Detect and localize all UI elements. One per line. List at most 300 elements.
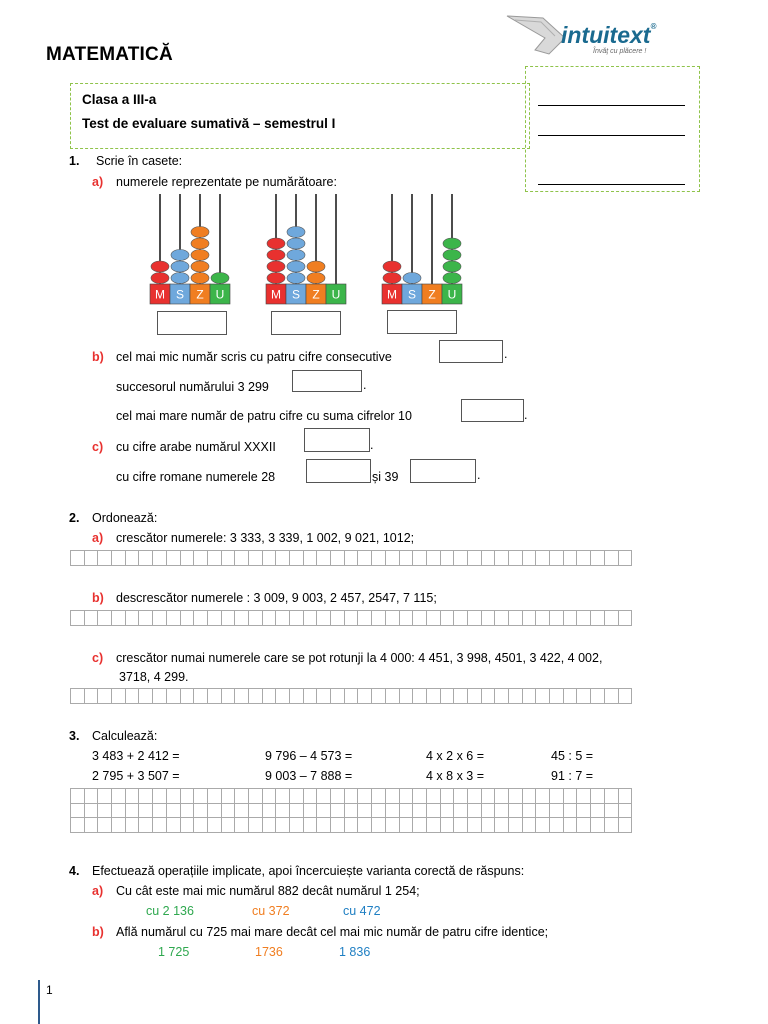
grid-cell[interactable]: [344, 789, 358, 804]
grid-cell[interactable]: [207, 689, 221, 704]
grid-cell[interactable]: [317, 789, 331, 804]
grid-cell[interactable]: [577, 689, 591, 704]
grid-cell[interactable]: [153, 689, 167, 704]
grid-cell[interactable]: [84, 789, 98, 804]
grid-cell[interactable]: [290, 551, 304, 566]
q1b-box3[interactable]: [461, 399, 524, 422]
q1b-line1: cel mai mic număr scris cu patru cifre consecutive: [116, 350, 392, 364]
grid-cell[interactable]: [550, 689, 564, 704]
abacus-place-label: U: [331, 287, 341, 302]
grid-cell[interactable]: [166, 611, 180, 626]
grid-cell[interactable]: [481, 818, 495, 833]
grid-cell[interactable]: [467, 818, 481, 833]
grid-cell[interactable]: [98, 818, 112, 833]
grid-cell[interactable]: [509, 689, 523, 704]
grid-cell[interactable]: [262, 611, 276, 626]
grid-cell[interactable]: [207, 803, 221, 818]
grid-cell[interactable]: [495, 803, 509, 818]
grid-cell[interactable]: [180, 611, 194, 626]
grid-cell[interactable]: [618, 689, 632, 704]
q4b-option-3[interactable]: 1 836: [339, 945, 371, 959]
grid-cell[interactable]: [194, 803, 208, 818]
grid-cell[interactable]: [112, 551, 126, 566]
abacus-bead: [287, 261, 305, 272]
grid-cell[interactable]: [344, 551, 358, 566]
logo-tagline: Învăţ cu plăcere !: [593, 48, 647, 55]
grid-cell[interactable]: [344, 818, 358, 833]
grid-cell[interactable]: [317, 551, 331, 566]
q1c-line2b: și 39: [372, 470, 399, 484]
q4b-option-2[interactable]: 1736: [255, 945, 283, 959]
grid-cell[interactable]: [426, 789, 440, 804]
grid-cell[interactable]: [618, 551, 632, 566]
grid-cell[interactable]: [331, 689, 345, 704]
abacus-bead: [403, 273, 421, 284]
grid-cell[interactable]: [536, 789, 550, 804]
grid-cell[interactable]: [426, 611, 440, 626]
grid-cell[interactable]: [166, 803, 180, 818]
grid-cell[interactable]: [577, 803, 591, 818]
grid-cell[interactable]: [235, 551, 249, 566]
grid-cell[interactable]: [221, 789, 235, 804]
date-line[interactable]: [538, 184, 685, 185]
grid-cell[interactable]: [495, 611, 509, 626]
grid-cell[interactable]: [221, 803, 235, 818]
grid-cell[interactable]: [180, 689, 194, 704]
grid-cell[interactable]: [563, 818, 577, 833]
grid-cell[interactable]: [262, 803, 276, 818]
grid-cell[interactable]: [413, 818, 427, 833]
grid-cell[interactable]: [207, 551, 221, 566]
grid-cell[interactable]: [98, 789, 112, 804]
grid-cell[interactable]: [372, 818, 386, 833]
grid-cell[interactable]: [125, 551, 139, 566]
grid-cell[interactable]: [481, 789, 495, 804]
grid-cell[interactable]: [180, 803, 194, 818]
grid-cell[interactable]: [509, 789, 523, 804]
grid-cell[interactable]: [385, 789, 399, 804]
test-label: Test de evaluare sumativă – semestrul I: [82, 116, 336, 131]
grid-cell[interactable]: [235, 789, 249, 804]
grid-cell[interactable]: [467, 789, 481, 804]
grid-cell[interactable]: [71, 803, 85, 818]
grid-cell[interactable]: [413, 551, 427, 566]
grid-cell[interactable]: [495, 689, 509, 704]
grid-cell[interactable]: [221, 818, 235, 833]
grid-cell[interactable]: [550, 818, 564, 833]
grid-cell[interactable]: [235, 611, 249, 626]
grid-cell[interactable]: [71, 611, 85, 626]
grid-cell[interactable]: [440, 803, 454, 818]
grid-cell[interactable]: [509, 611, 523, 626]
q1c-box3[interactable]: [410, 459, 476, 483]
grid-cell[interactable]: [358, 611, 372, 626]
grid-cell[interactable]: [618, 818, 632, 833]
grid-cell[interactable]: [317, 689, 331, 704]
grid-cell[interactable]: [413, 789, 427, 804]
grid-cell[interactable]: [125, 689, 139, 704]
q4-text: Efectuează operațiile implicate, apoi încercuiește varianta corectă de răspuns:: [92, 864, 525, 878]
grid-cell[interactable]: [139, 803, 153, 818]
grid-cell[interactable]: [84, 551, 98, 566]
grid-cell[interactable]: [413, 803, 427, 818]
grid-cell[interactable]: [454, 818, 468, 833]
grid-cell[interactable]: [221, 689, 235, 704]
grid-cell[interactable]: [276, 551, 290, 566]
grid-cell[interactable]: [98, 551, 112, 566]
grid-cell[interactable]: [125, 818, 139, 833]
grid-cell[interactable]: [495, 789, 509, 804]
grid-cell[interactable]: [385, 551, 399, 566]
grid-cell[interactable]: [440, 818, 454, 833]
grid-cell[interactable]: [618, 789, 632, 804]
logo: intuitext® Învăţ cu plăcere !: [505, 8, 680, 58]
grid-cell[interactable]: [467, 551, 481, 566]
q4a-text: Cu cât este mai mic numărul 882 decât numărul 1 254;: [116, 884, 420, 898]
abacus-answer-box-2[interactable]: [271, 311, 341, 335]
grid-cell[interactable]: [207, 818, 221, 833]
grid-cell[interactable]: [331, 818, 345, 833]
grid-cell[interactable]: [139, 611, 153, 626]
grid-cell[interactable]: [276, 611, 290, 626]
grid-cell[interactable]: [221, 551, 235, 566]
grid-cell[interactable]: [454, 611, 468, 626]
grid-cell[interactable]: [399, 789, 413, 804]
grid-cell[interactable]: [481, 611, 495, 626]
grid-cell[interactable]: [399, 551, 413, 566]
grid-cell[interactable]: [495, 818, 509, 833]
grid-cell[interactable]: [591, 689, 605, 704]
grid-cell[interactable]: [563, 789, 577, 804]
grid-cell[interactable]: [262, 689, 276, 704]
grid-cell[interactable]: [563, 803, 577, 818]
grid-cell[interactable]: [467, 803, 481, 818]
grid-cell[interactable]: [290, 689, 304, 704]
grid-cell[interactable]: [166, 551, 180, 566]
grid-cell[interactable]: [207, 789, 221, 804]
grid-cell[interactable]: [84, 818, 98, 833]
q4a-option-2[interactable]: cu 372: [252, 904, 290, 918]
grid-cell[interactable]: [139, 789, 153, 804]
grid-cell[interactable]: [536, 611, 550, 626]
grid-cell[interactable]: [248, 803, 262, 818]
grid-cell[interactable]: [426, 818, 440, 833]
name-line[interactable]: [538, 105, 685, 106]
grid-cell[interactable]: [481, 551, 495, 566]
grid-cell[interactable]: [303, 611, 317, 626]
grid-cell[interactable]: [358, 818, 372, 833]
grid-cell[interactable]: [235, 689, 249, 704]
abacus-bead: [191, 238, 209, 249]
grid-cell[interactable]: [194, 611, 208, 626]
q1c-box1[interactable]: [304, 428, 370, 452]
grid-cell[interactable]: [536, 551, 550, 566]
grid-cell[interactable]: [604, 689, 618, 704]
grid-cell[interactable]: [344, 803, 358, 818]
grid-cell[interactable]: [139, 818, 153, 833]
grid-cell[interactable]: [536, 689, 550, 704]
class-line[interactable]: [538, 135, 685, 136]
grid-cell[interactable]: [591, 818, 605, 833]
grid-cell[interactable]: [125, 611, 139, 626]
abacus-place-label: Z: [312, 287, 320, 302]
grid-cell[interactable]: [194, 689, 208, 704]
grid-cell[interactable]: [550, 789, 564, 804]
grid-cell[interactable]: [440, 789, 454, 804]
abacus-bead: [443, 273, 461, 284]
grid-cell[interactable]: [426, 551, 440, 566]
grid-cell[interactable]: [98, 803, 112, 818]
grid-cell[interactable]: [221, 611, 235, 626]
grid-cell[interactable]: [290, 611, 304, 626]
grid-cell[interactable]: [112, 803, 126, 818]
grid-cell[interactable]: [276, 803, 290, 818]
grid-cell[interactable]: [194, 789, 208, 804]
q2a-answer-grid[interactable]: [70, 550, 632, 566]
grid-cell[interactable]: [331, 789, 345, 804]
grid-cell[interactable]: [591, 803, 605, 818]
q3-answer-grid[interactable]: [70, 788, 632, 833]
abacus-place-label: S: [175, 287, 185, 302]
q4b-option-1[interactable]: 1 725: [158, 945, 190, 959]
grid-cell[interactable]: [577, 551, 591, 566]
grid-cell[interactable]: [481, 689, 495, 704]
grid-cell[interactable]: [509, 818, 523, 833]
grid-cell[interactable]: [262, 818, 276, 833]
grid-cell[interactable]: [180, 789, 194, 804]
grid-cell[interactable]: [454, 803, 468, 818]
grid-cell[interactable]: [509, 803, 523, 818]
grid-cell[interactable]: [618, 611, 632, 626]
grid-cell[interactable]: [303, 818, 317, 833]
grid-cell[interactable]: [153, 611, 167, 626]
grid-cell[interactable]: [372, 551, 386, 566]
grid-cell[interactable]: [604, 551, 618, 566]
grid-cell[interactable]: [372, 611, 386, 626]
grid-cell[interactable]: [71, 551, 85, 566]
grid-cell[interactable]: [604, 789, 618, 804]
grid-cell[interactable]: [385, 818, 399, 833]
grid-cell[interactable]: [166, 689, 180, 704]
grid-cell[interactable]: [577, 818, 591, 833]
abacus-place-label: M: [155, 287, 165, 302]
q3-exercise-8: 91 : 7 =: [551, 769, 594, 783]
q4a-option-1[interactable]: cu 2 136: [146, 904, 194, 918]
abacus-bead: [383, 273, 401, 284]
class-label: Clasa a III-a: [82, 92, 157, 107]
grid-cell[interactable]: [303, 803, 317, 818]
grid-cell[interactable]: [153, 789, 167, 804]
grid-cell[interactable]: [385, 611, 399, 626]
grid-cell[interactable]: [358, 551, 372, 566]
grid-cell[interactable]: [550, 551, 564, 566]
grid-cell[interactable]: [112, 611, 126, 626]
q1b-box2[interactable]: [292, 370, 362, 392]
grid-cell[interactable]: [563, 689, 577, 704]
grid-cell[interactable]: [522, 689, 536, 704]
grid-cell[interactable]: [139, 689, 153, 704]
grid-cell[interactable]: [522, 803, 536, 818]
grid-cell[interactable]: [399, 818, 413, 833]
q1c-line2a: cu cifre romane numerele 28: [116, 470, 276, 484]
grid-cell[interactable]: [454, 689, 468, 704]
grid-cell[interactable]: [618, 803, 632, 818]
grid-cell[interactable]: [112, 789, 126, 804]
grid-cell[interactable]: [290, 789, 304, 804]
grid-cell[interactable]: [522, 611, 536, 626]
grid-cell[interactable]: [276, 689, 290, 704]
grid-cell[interactable]: [344, 611, 358, 626]
grid-cell[interactable]: [112, 818, 126, 833]
grid-cell[interactable]: [358, 689, 372, 704]
grid-cell[interactable]: [454, 551, 468, 566]
grid-cell[interactable]: [372, 803, 386, 818]
abacus-answer-box-1[interactable]: [157, 311, 227, 335]
grid-cell[interactable]: [98, 611, 112, 626]
grid-cell[interactable]: [84, 803, 98, 818]
grid-cell[interactable]: [276, 818, 290, 833]
grid-cell[interactable]: [522, 789, 536, 804]
grid-cell[interactable]: [591, 789, 605, 804]
grid-cell[interactable]: [536, 803, 550, 818]
grid-cell[interactable]: [550, 803, 564, 818]
grid-cell[interactable]: [426, 803, 440, 818]
grid-cell[interactable]: [440, 689, 454, 704]
grid-cell[interactable]: [413, 689, 427, 704]
abacus-bead: [171, 261, 189, 272]
grid-cell[interactable]: [166, 789, 180, 804]
grid-cell[interactable]: [290, 803, 304, 818]
grid-cell[interactable]: [331, 803, 345, 818]
grid-cell[interactable]: [426, 689, 440, 704]
abacus-place-label: S: [291, 287, 301, 302]
grid-cell[interactable]: [303, 789, 317, 804]
grid-cell[interactable]: [550, 611, 564, 626]
abacus-bead: [307, 273, 325, 284]
grid-cell[interactable]: [98, 689, 112, 704]
grid-cell[interactable]: [563, 611, 577, 626]
abacus-bead: [191, 227, 209, 238]
grid-cell[interactable]: [125, 803, 139, 818]
abacus-bead: [383, 261, 401, 272]
grid-cell[interactable]: [71, 818, 85, 833]
logo-text: intuitext: [561, 22, 651, 48]
grid-cell[interactable]: [536, 818, 550, 833]
grid-cell[interactable]: [399, 611, 413, 626]
grid-cell[interactable]: [331, 551, 345, 566]
grid-cell[interactable]: [71, 789, 85, 804]
grid-cell[interactable]: [153, 818, 167, 833]
grid-cell[interactable]: [125, 789, 139, 804]
grid-cell[interactable]: [207, 611, 221, 626]
grid-cell[interactable]: [71, 689, 85, 704]
q1c-box2[interactable]: [306, 459, 371, 483]
grid-cell[interactable]: [399, 689, 413, 704]
grid-cell[interactable]: [591, 611, 605, 626]
grid-cell[interactable]: [235, 803, 249, 818]
grid-cell[interactable]: [194, 818, 208, 833]
abacus-bead: [171, 250, 189, 261]
abacus-bead: [267, 250, 285, 261]
grid-cell[interactable]: [385, 689, 399, 704]
grid-cell[interactable]: [467, 689, 481, 704]
grid-cell[interactable]: [194, 551, 208, 566]
grid-cell[interactable]: [591, 551, 605, 566]
grid-cell[interactable]: [577, 611, 591, 626]
grid-cell[interactable]: [604, 611, 618, 626]
grid-cell[interactable]: [454, 789, 468, 804]
grid-cell[interactable]: [331, 611, 345, 626]
q1b-box1[interactable]: [439, 340, 503, 363]
grid-cell[interactable]: [248, 551, 262, 566]
q2c-text-2: 3718, 4 299.: [119, 670, 189, 684]
grid-cell[interactable]: [139, 551, 153, 566]
grid-cell[interactable]: [317, 818, 331, 833]
grid-cell[interactable]: [248, 789, 262, 804]
grid-cell[interactable]: [344, 689, 358, 704]
q4a-letter: a): [92, 884, 104, 898]
grid-cell[interactable]: [303, 689, 317, 704]
abacus-answer-box-3[interactable]: [387, 310, 457, 334]
grid-cell[interactable]: [563, 551, 577, 566]
grid-cell[interactable]: [262, 551, 276, 566]
q3-exercise-7: 4 x 8 x 3 =: [426, 769, 485, 783]
q2b-answer-grid[interactable]: [70, 610, 632, 626]
grid-cell[interactable]: [522, 818, 536, 833]
grid-cell[interactable]: [413, 611, 427, 626]
grid-cell[interactable]: [290, 818, 304, 833]
grid-cell[interactable]: [509, 551, 523, 566]
grid-cell[interactable]: [303, 551, 317, 566]
grid-cell[interactable]: [358, 803, 372, 818]
abacus-place-label: Z: [196, 287, 204, 302]
grid-cell[interactable]: [399, 803, 413, 818]
grid-cell[interactable]: [276, 789, 290, 804]
q2c-answer-grid[interactable]: [70, 688, 632, 704]
grid-cell[interactable]: [317, 803, 331, 818]
grid-cell[interactable]: [372, 789, 386, 804]
grid-cell[interactable]: [153, 803, 167, 818]
grid-cell[interactable]: [577, 789, 591, 804]
grid-cell[interactable]: [112, 689, 126, 704]
grid-cell[interactable]: [440, 551, 454, 566]
grid-cell[interactable]: [317, 611, 331, 626]
grid-cell[interactable]: [372, 689, 386, 704]
grid-cell[interactable]: [385, 803, 399, 818]
grid-cell[interactable]: [495, 551, 509, 566]
grid-cell[interactable]: [262, 789, 276, 804]
grid-cell[interactable]: [481, 803, 495, 818]
grid-cell[interactable]: [604, 803, 618, 818]
grid-cell[interactable]: [153, 551, 167, 566]
grid-cell[interactable]: [235, 818, 249, 833]
grid-cell[interactable]: [440, 611, 454, 626]
grid-cell[interactable]: [166, 818, 180, 833]
grid-cell[interactable]: [604, 818, 618, 833]
grid-cell[interactable]: [180, 818, 194, 833]
q3-number: 3.: [69, 729, 80, 743]
grid-cell[interactable]: [180, 551, 194, 566]
grid-cell[interactable]: [84, 689, 98, 704]
grid-cell[interactable]: [248, 611, 262, 626]
grid-cell[interactable]: [467, 611, 481, 626]
grid-cell[interactable]: [248, 818, 262, 833]
grid-cell[interactable]: [522, 551, 536, 566]
q4a-option-3[interactable]: cu 472: [343, 904, 381, 918]
grid-cell[interactable]: [248, 689, 262, 704]
grid-cell[interactable]: [84, 611, 98, 626]
grid-cell[interactable]: [358, 789, 372, 804]
